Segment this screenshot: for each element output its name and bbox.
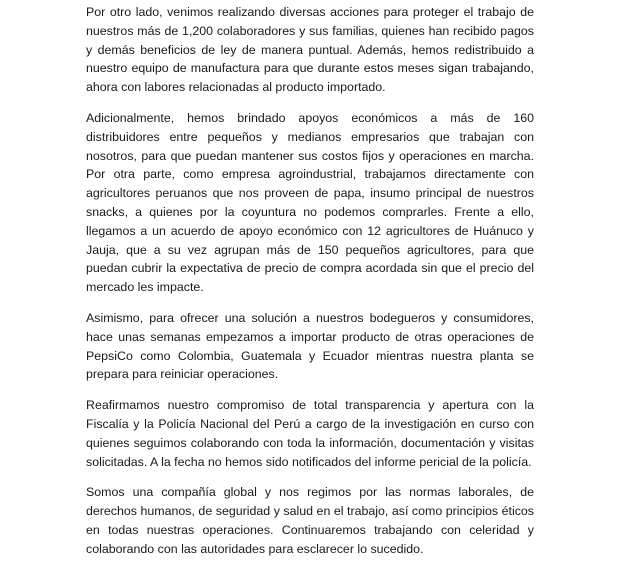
- paragraph-transparency: Reafirmamos nuestro compromiso de total transparencia y apertura con la Fiscalía y la Policía Nacional del Perú a cargo de la investigación en curso con quienes seguimos colaborando con toda la información, documentación y visitas solicitadas. A la fecha no hemos sido notificados del informe pericial de la policía.: [86, 398, 534, 469]
- paragraph-employee-support: Por otro lado, venimos realizando diversas acciones para proteger el trabajo de nuestros más de 1,200 colaboradores y sus familias, quienes han recibido pagos y demás beneficios de ley de manera puntual. Además, hemos redistribuido a nuestro equipo de manufactura para que durante estos meses sigan trabajando, ahora con labores relacionadas al producto importado.: [86, 5, 534, 95]
- paragraph-distributor-support: Adicionalmente, hemos brindado apoyos económicos a más de 160 distribuidores entre pequeños y medianos empresarios que trabajan con nosotros, para que puedan mantener sus costos fijos y operaciones en marcha. Por otra parte, como empresa agroindustrial, trabajamos directamente con agricultores peruanos que nos proveen de papa, insumo principal de nuestros snacks, a quienes por la coyuntura no podemos comprarles. Frente a ello, llegamos a un acuerdo de apoyo económico con 12 agricultores de Huánuco y Jauja, que a su vez agrupan más de 150 pequeños agricultores, para que puedan cubrir la expectativa de precio de compra acordada sin que el precio del mercado les impacte.: [86, 110, 534, 295]
- document-body: [86, 3, 534, 571]
- paragraph-product-import: Asimismo, para ofrecer una solución a nuestros bodegueros y consumidores, hace unas semanas empezamos a importar producto de otras operaciones de PepsiCo como Colombia, Guatemala y Ecuador mientras nuestra planta se prepara para reiniciar operaciones.: [86, 310, 534, 382]
- paragraph-global-standards: Somos una compañía global y nos regimos por las normas laborales, de derechos humanos, de seguridad y salud en el trabajo, así como principios éticos en todas nuestras operaciones. Continuaremos trabajando con celeridad y colaborando con las autoridades para esclarecer lo sucedido.: [86, 485, 534, 556]
